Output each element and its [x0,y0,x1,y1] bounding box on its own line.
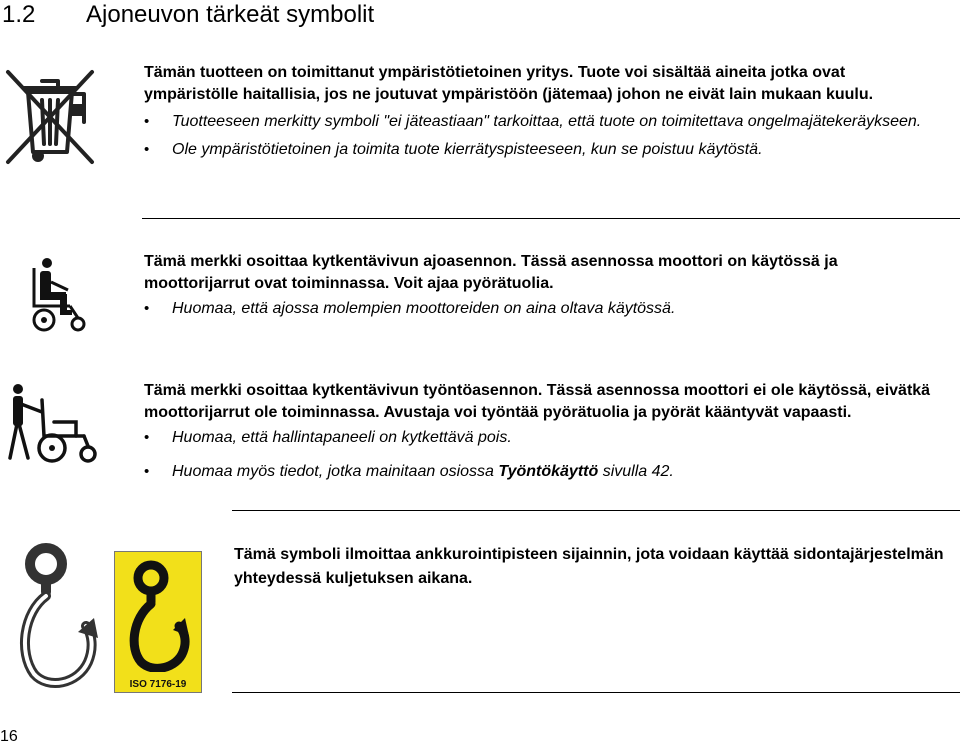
push-mode-block [144,380,934,482]
wheelchair-drive-mode-icon [30,254,94,334]
crossed-out-wheelie-bin-icon [2,64,98,168]
recycling-paragraph: Tämän tuotteen on toimittanut ympäristötietoinen yritys. Tuote voi sisältää aineita jotka ovat ympäristölle haitallisia, jos ne joutuvat ympäristöön (jätemaa) johon ne eivät lain mukaan kuulu. [144,64,874,103]
anchor-hook-icon [121,558,195,672]
list-item: • Huomaa, että ajossa molempien moottoreiden on aina oltava käytössä. [144,298,934,320]
anchor-point-paragraph: Tämä symboli ilmoittaa ankkurointipisteen sijainnin, jota voidaan käyttää sidontajärjestelmän yhteydessä kuljetuksen aikana. [234,546,944,587]
page-number: 16 [0,728,18,745]
section-title: Ajoneuvon tärkeät symbolit [86,1,375,28]
list-item: • Huomaa myös tiedot, jotka mainitaan osiossa Työntökäyttö sivulla 42. [144,461,934,483]
list-item: • Huomaa, että hallintapaneeli on kytkettävä pois. [144,427,934,449]
list-item: • Tuotteeseen merkitty symboli "ei jäteastiaan" tarkoittaa, että tuote on toimitettava ongelmajätekeräykseen. [144,111,934,133]
section-divider [232,510,960,511]
iso-standard-label: ISO 7176-19 [129,679,187,690]
section-divider [232,692,960,693]
section-divider [142,218,960,219]
recycling-info-block [144,62,934,160]
list-item: • Ole ympäristötietoinen ja toimita tuote kierrätyspisteeseen, kun se poistuu käytöstä. [144,139,934,161]
section-number: 1.2 [2,1,36,28]
wheelchair-push-mode-icon [4,382,100,464]
drive-mode-paragraph: Tämä merkki osoittaa kytkentävivun ajoasennon. Tässä asennossa moottori on käytössä ja moottorijarrut ovat toiminnassa. Voit ajaa pyörätuolia. [144,253,838,292]
anchor-hook-icon [6,540,106,692]
push-mode-paragraph: Tämä merkki osoittaa kytkentävivun työntöasennon. Tässä asennossa moottori ei ole käytössä, eivätkä moottorijarrut ole toiminnassa. Avustaja voi työntää pyörätuolia ja pyörät kääntyvät vapaasti. [144,382,931,421]
anchor-point-block [234,543,954,591]
reference-link-text: Työntökäyttö [498,462,599,480]
iso-anchor-badge [114,551,202,693]
drive-mode-block [144,251,934,320]
